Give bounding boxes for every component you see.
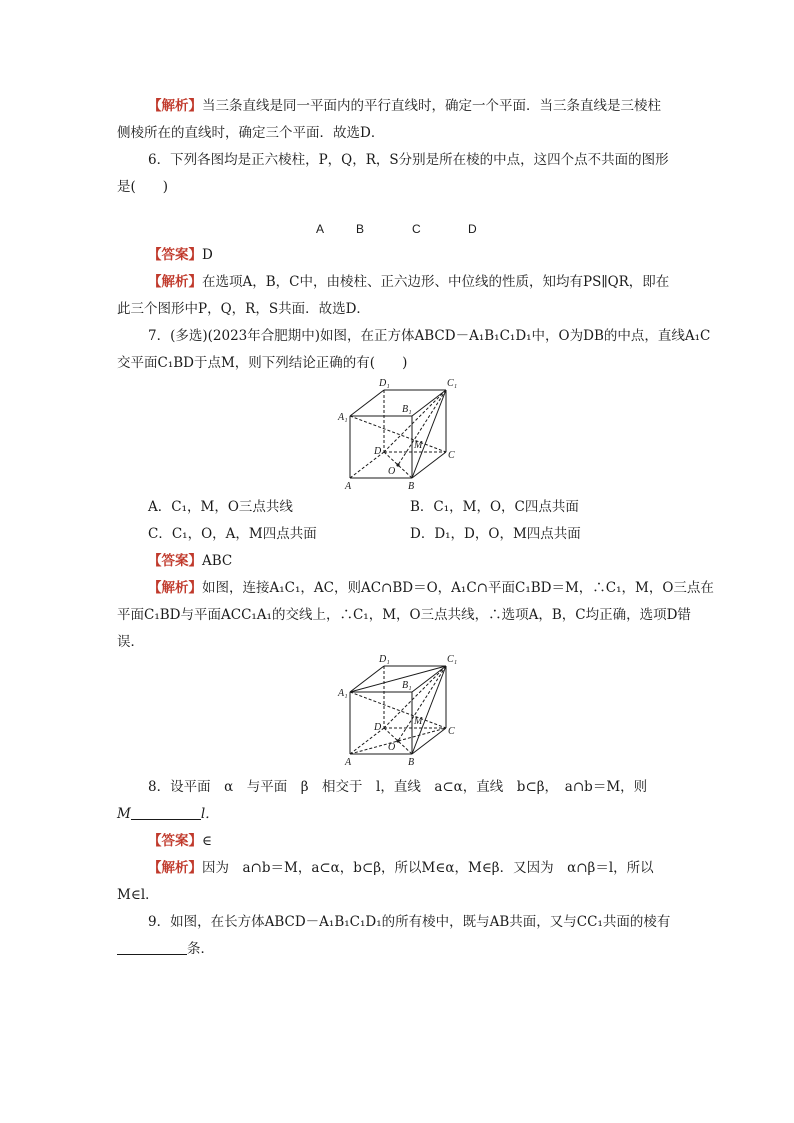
fig-label-b: B (356, 222, 365, 236)
cube-figure-1 (330, 376, 470, 492)
label-b: B (408, 757, 415, 768)
q7-option-d: D．D₁，D，O，M四点共面 (410, 526, 581, 542)
label-c: C (448, 450, 455, 461)
label-a1: A₁ (338, 412, 348, 423)
analysis-tag: 【解析】 (148, 274, 202, 290)
q7-answer (148, 551, 232, 571)
fill-blank[interactable] (131, 805, 201, 820)
fig-label-c: C (412, 222, 421, 236)
answer-tag: 【答案】 (148, 553, 202, 569)
q8-analysis-line1: 【解析】因为 a∩b＝M，a⊂α，b⊂β，所以M∈α，M∈β．又因为 α∩β＝l，所以 (148, 860, 654, 876)
q8-stem-line1: 8．设平面 α 与平面 β 相交于 l，直线 a⊂α，直线 b⊂β， a∩b＝M，则 (148, 779, 648, 795)
q7-option-b: B．C₁，M，O，C四点共面 (410, 499, 579, 515)
label-d1: D₁ (379, 378, 390, 389)
q9-stem-line1: 9．如图，在长方体ABCD－A₁B₁C₁D₁的所有棱中，既与AB共面，又与CC₁共面的棱有 (148, 914, 671, 930)
q6-analysis-line2: 此三个图形中P，Q，R，S共面．故选D． (117, 301, 370, 317)
label-m: M (414, 440, 423, 451)
q5-analysis-line1: 【解析】当三条直线是同一平面内的平行直线时，确定一个平面．当三条直线是三棱柱 (148, 98, 661, 114)
q6-analysis-line1: 【解析】在选项A，B，C中，由棱柱、正六边形、中位线的性质，知均有PS∥QR，即在 (148, 274, 670, 290)
label-d: D (374, 722, 382, 733)
q7-option-c: C．C₁，O，A，M四点共面 (148, 526, 317, 542)
cube-figure-2 (330, 652, 470, 768)
label-c1: C₁ (447, 654, 458, 665)
answer-value: ∈ (202, 833, 212, 849)
label-d1: D₁ (379, 654, 390, 665)
q7-stem-line1: 7．(多选)(2023年合肥期中)如图，在正方体ABCD－A₁B₁C₁D₁中，O为DB的中点，直线A₁C (148, 328, 711, 344)
label-c1: C₁ (447, 378, 458, 389)
analysis-tag: 【解析】 (148, 580, 202, 596)
label-b1: B₁ (402, 680, 412, 691)
answer-tag: 【答案】 (148, 833, 202, 849)
analysis-tag: 【解析】 (148, 98, 202, 114)
q7-analysis-line1: 【解析】如图，连接A₁C₁，AC，则AC∩BD＝O，A₁C∩平面C₁BD＝M，∴C₁，M，O三点在 (148, 580, 714, 596)
answer-value: D (202, 247, 213, 263)
label-a1: A₁ (338, 688, 348, 699)
q6-answer (148, 245, 213, 265)
label-a: A (345, 757, 352, 768)
q8-analysis-line2: M∈l． (117, 887, 159, 903)
answer-tag: 【答案】 (148, 247, 202, 263)
label-b1: B₁ (402, 404, 412, 415)
q9-stem-line2: 条． (117, 939, 214, 959)
q7-option-a: A．C₁，M，O三点共线 (148, 499, 293, 515)
answer-value: ABC (202, 553, 233, 569)
label-o: O (388, 466, 396, 477)
label-b: B (408, 481, 415, 492)
fig-label-d: D (468, 222, 477, 236)
label-a: A (345, 481, 352, 492)
q6-stem-line1: 6．下列各图均是正六棱柱，P，Q，R，S分别是所在棱的中点，这四个点不共面的图形 (148, 152, 669, 168)
label-d: D (374, 446, 382, 457)
q6-stem-line2: 是( ) (117, 179, 169, 195)
q8-stem-line2: M l． (117, 806, 219, 822)
q5-analysis-line2: 侧棱所在的直线时，确定三个平面．故选D． (117, 125, 385, 141)
q7-analysis-line2: 平面C₁BD与平面ACC₁A₁的交线上，∴C₁，M，O三点共线，∴选项A，B，C均正确，选项D错 (117, 607, 691, 623)
fig-label-a: A (316, 222, 325, 236)
q7-stem-line2: 交平面C₁BD于点M，则下列结论正确的有( ) (117, 355, 408, 371)
label-o: O (388, 742, 396, 753)
label-c: C (448, 726, 455, 737)
analysis-tag: 【解析】 (148, 860, 202, 876)
label-m: M (414, 716, 423, 727)
q7-analysis-line3: 误． (117, 634, 144, 650)
q8-answer (148, 831, 212, 851)
fill-blank[interactable] (117, 940, 187, 955)
